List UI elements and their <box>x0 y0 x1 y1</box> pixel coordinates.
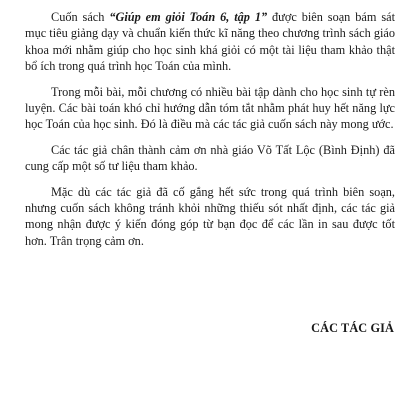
preface-body <box>25 9 395 258</box>
intro-lead: Cuốn sách <box>51 10 110 24</box>
intro-rest: được biên soạn bám sát mục tiêu giảng dạy và chuẩn kiến thức kĩ năng theo chương trình sách giáo khoa mới nhằm giúp cho học sinh khá giỏi có một tài liệu tham khảo thật bổ ích trong quá trình học Toán của mình. <box>25 10 395 74</box>
book-title: “Giúp em giỏi Toán 6, tập 1” <box>109 10 268 24</box>
paragraph-intro <box>25 9 395 75</box>
paragraph-exercises: Trong mỗi bài, mỗi chương có nhiều bài tập dành cho học sinh tự rèn luyện. Các bài toán khó chỉ hướng dẫn tóm tắt nhằm phát huy hết năng lực học Toán của học sinh. Đó là điều mà các tác giả cuốn sách này mong ước. <box>25 84 395 132</box>
paragraph-closing: Mặc dù các tác giả đã cố gắng hết sức trong quá trình biên soạn, nhưng cuốn sách không tránh khỏi những thiếu sót nhất định, các tác giả mong nhận được ý kiến đóng góp từ bạn đọc để các lần in sau được tốt hơn. Trân trọng cảm ơn. <box>25 184 395 248</box>
paragraph-thanks: Các tác giả chân thành cảm ơn nhà giáo Võ Tất Lộc (Bình Định) đã cung cấp một số tư liệu tham khảo. <box>25 142 395 174</box>
authors-signature: CÁC TÁC GIẢ <box>311 321 394 335</box>
